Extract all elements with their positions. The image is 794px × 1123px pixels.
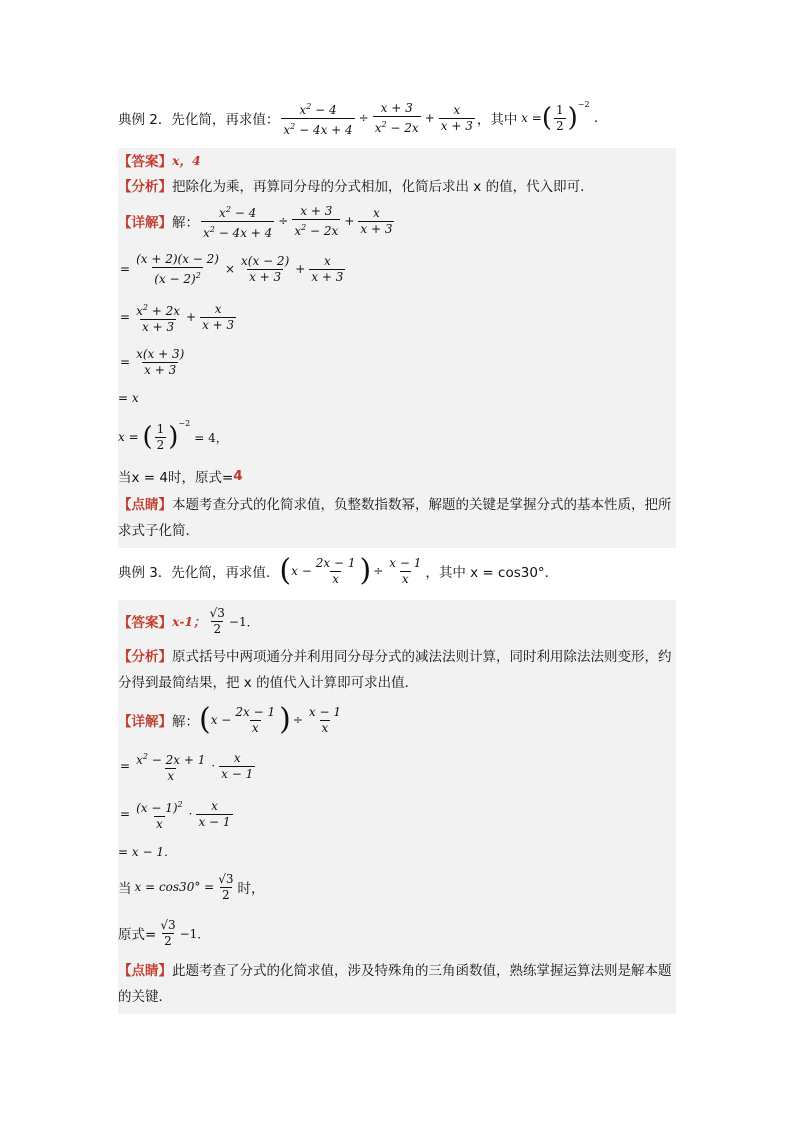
fraction: $\frac{x + 3}{x^2 - 2x}$ — [374, 100, 419, 135]
x-value-line: x = ( $\frac{1}{2}$ ) −2 = 4， — [118, 418, 228, 452]
step-2: = $\frac{(x - 1)^2}{x}$ · $\frac{x}{x - 1}$ — [120, 798, 231, 831]
step-2: = $\frac{x^2 + 2x}{x + 3}$ + $\frac{x}{x + 3}$ — [120, 301, 235, 334]
answer-text: x，4 — [172, 153, 201, 168]
final-prefix: 当 — [118, 470, 132, 486]
original-value-line: 原式= $\frac{√3}{2}$ −1． — [118, 917, 210, 948]
fraction: $\frac{x^2 - 4}{x^2 - 4x + 4}$ — [283, 101, 353, 137]
when-suffix: 时， — [237, 881, 265, 897]
detail-prefix: 解： — [172, 215, 199, 231]
detail-line: 【详解】 解： $\frac{x^2 - 4}{x^2 - 4x + 4}$ ÷ $\frac{x + 3}{x^2 - 2x}$ + $\frac{x}{x + 3}$ — [118, 203, 393, 240]
answer-part-2: −1． — [228, 614, 259, 629]
analysis-block — [118, 642, 676, 698]
comment-block — [118, 490, 676, 548]
example-2-heading: 典例 2．先化简，再求值： $\frac{x^2 - 4}{x^2 - 4x + 4}$ ÷ $\frac{x + 3}{x^2 - 2x}$ + $\frac{x}{x + 3}$ ，其中 x = ( $\frac{1}{2}$ ) −2 . — [118, 99, 599, 137]
original-prefix: 原式= — [118, 927, 157, 943]
step-1: = $\frac{(x + 2)(x - 2)}{(x - 2)^2}$ × $\frac{x(x - 2)}{x + 3}$ + $\frac{x}{x + 3}$ — [120, 251, 344, 286]
final-mid: x = 4时，原式= — [131, 470, 234, 486]
result-text: = x — [118, 391, 139, 405]
analysis-line — [118, 172, 676, 198]
comment-tag: 【点睛】 — [118, 963, 172, 979]
detail-prefix: 解： — [172, 714, 199, 730]
condition-text: ，其中 x = cos30°． — [425, 565, 559, 581]
final-value: 4 — [233, 468, 243, 484]
comment-block — [118, 956, 676, 1014]
step-3: = $\frac{x(x + 3)}{x + 3}$ — [120, 346, 185, 377]
when-expr: x = cos30° = — [134, 880, 215, 894]
comment-tag: 【点睛】 — [118, 497, 172, 513]
comment-text: 本题考查分式的化简求值，负整数指数幂，解题的关键是掌握分式的基本性质，把所求式子化简． — [118, 497, 672, 539]
analysis-tag: 【分析】 — [118, 179, 172, 195]
document-page — [118, 92, 676, 1014]
final-line — [118, 462, 676, 490]
answer-tag: 【答案】 — [118, 154, 172, 170]
answer-tag: 【答案】 — [118, 615, 172, 631]
condition-text: ，其中 — [476, 112, 518, 128]
detail-tag: 【详解】 — [118, 215, 172, 231]
answer-line — [118, 148, 676, 172]
when-line: 当 x = cos30° = $\frac{√3}{2}$ 时， — [118, 871, 265, 902]
original-tail: −1． — [179, 926, 210, 941]
analysis-text: 把除化为乘，再算同分母的分式相加，化简后求出 x 的值，代入即可． — [172, 179, 594, 195]
example-3-heading: 典例 3．先化简，再求值． ( x − $\frac{2x - 1}{x}$ ) ÷ $\frac{x - 1}{x}$ ，其中 x = cos30°． — [118, 553, 559, 588]
detail-tag: 【详解】 — [118, 714, 172, 730]
heading-text: 典例 3．先化简，再求值． — [118, 565, 280, 581]
heading-text: 典例 2．先化简，再求值： — [118, 112, 280, 128]
step-3-text: = x − 1． — [118, 844, 176, 859]
x-value-text: = 4， — [194, 430, 228, 445]
analysis-tag: 【分析】 — [118, 649, 172, 665]
step-4 — [118, 384, 676, 412]
fraction: $\frac{x}{x + 3}$ — [440, 102, 473, 133]
analysis-text: 原式括号中两项通分并利用同分母分式的减法法则计算，同时利用除法法则变形，约分得到最简结果，把 x 的值代入计算即可求出值． — [118, 649, 672, 691]
when-prefix: 当 — [118, 881, 132, 897]
example-2-solution — [118, 148, 676, 548]
step-1: = $\frac{x^2 - 2x + 1}{x}$ · $\frac{x}{x - 1}$ — [120, 750, 254, 783]
step-3 — [118, 838, 676, 864]
comment-text: 此题考查了分式的化简求值，涉及特殊角的三角函数值，熟练掌握运算法则是解本题的关键． — [118, 963, 672, 1005]
answer-line: 【答案】 x-1； $\frac{√3}{2}$ −1． — [118, 605, 259, 636]
detail-line: 【详解】 解： ( x − $\frac{2x - 1}{x}$ ) ÷ $\frac{x - 1}{x}$ — [118, 702, 341, 737]
example-3-solution — [118, 600, 676, 1014]
answer-part-1: x-1； — [172, 614, 206, 629]
